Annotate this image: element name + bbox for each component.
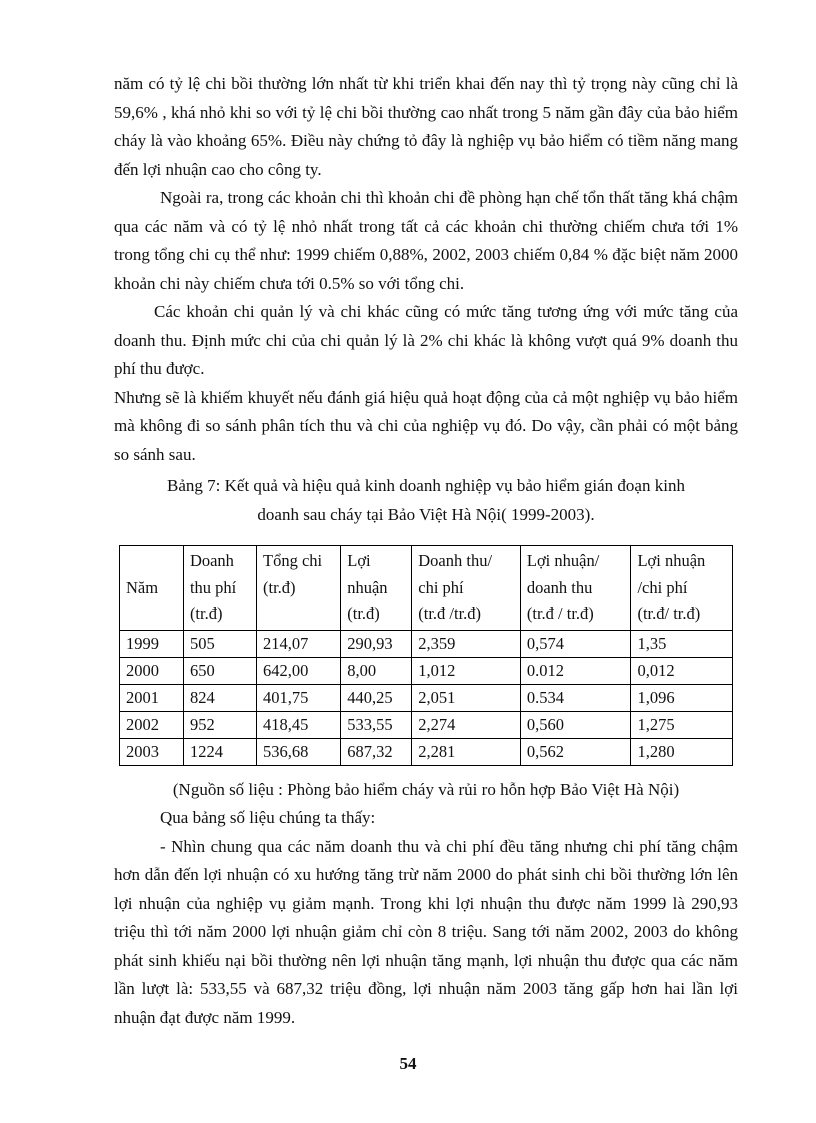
table-caption (114, 471, 738, 529)
header-total-cost (257, 546, 341, 631)
header-revenue-cost (412, 546, 521, 631)
cell-revenue-cost: 2,359 (412, 630, 521, 657)
table-header-row (120, 546, 733, 631)
cell-profit-cost: 1,35 (631, 630, 733, 657)
results-table (119, 545, 733, 766)
cell-total-cost: 536,68 (257, 738, 341, 765)
paragraph-5: Qua bảng số liệu chúng ta thấy: (160, 808, 376, 827)
cell-revenue-cost: 1,012 (412, 657, 521, 684)
cell-total-cost: 418,45 (257, 711, 341, 738)
cell-profit-revenue: 0,574 (520, 630, 631, 657)
cell-profit: 687,32 (341, 738, 412, 765)
cell-profit: 290,93 (341, 630, 412, 657)
cell-profit-cost: 1,280 (631, 738, 733, 765)
cell-profit-cost: 1,096 (631, 684, 733, 711)
table-row (120, 630, 733, 657)
table-row (120, 711, 733, 738)
header-profit-revenue-line-2: doanh thu (526, 577, 593, 597)
cell-year: 2002 (120, 711, 184, 738)
header-profit-line-1: Lợi (347, 551, 371, 570)
cell-profit-revenue: 0.534 (520, 684, 631, 711)
cell-year: 2000 (120, 657, 184, 684)
paragraph-2: Ngoài ra, trong các khoản chi thì khoản chi đề phòng hạn chế tổn thất tăng khá chậm qua các năm và có tỷ lệ nhỏ nhất trong tất cả các khoản chi thường chiếm chưa tới 1% trong tổng chi cụ thể như: 1999 chiếm 0,88%, 2002, 2003 chiếm 0,84 % đặc biệt năm 2000 khoản chi này chiếm chưa tới 0.5% so với tổng chi. (114, 188, 738, 293)
header-profit-revenue (520, 546, 631, 631)
cell-year: 2001 (120, 684, 184, 711)
table-row (120, 684, 733, 711)
cell-revenue-cost: 2,051 (412, 684, 521, 711)
header-total-cost-line-2: (tr.đ) (263, 577, 296, 597)
caption-line-1: Bảng 7: Kết quả và hiệu quả kinh doanh nghiệp vụ bảo hiểm gián đoạn kinh (167, 476, 685, 495)
page-number: 54 (399, 1054, 417, 1073)
cell-profit-cost: 0,012 (631, 657, 733, 684)
cell-profit: 8,00 (341, 657, 412, 684)
cell-revenue: 650 (183, 657, 256, 684)
cell-profit-revenue: 0.012 (520, 657, 631, 684)
cell-revenue-cost: 2,274 (412, 711, 521, 738)
cell-profit: 533,55 (341, 711, 412, 738)
table-row (120, 657, 733, 684)
data-source-note: (Nguồn số liệu : Phòng bảo hiểm cháy và rủi ro hỗn hợp Bảo Việt Hà Nội) (172, 779, 680, 799)
cell-total-cost: 401,75 (257, 684, 341, 711)
cell-profit-revenue: 0,562 (520, 738, 631, 765)
header-profit (341, 546, 412, 631)
cell-profit: 440,25 (341, 684, 412, 711)
header-profit-line-3: (tr.đ) (347, 604, 380, 623)
header-revenue (183, 546, 256, 631)
table-row (120, 738, 733, 765)
header-profit-revenue-line-3: (tr.đ / tr.đ) (526, 604, 594, 623)
header-revenue-cost-line-1: Doanh thu/ (418, 551, 493, 570)
header-profit-cost-line-2: /chi phí (637, 577, 688, 597)
cell-revenue-cost: 2,281 (412, 738, 521, 765)
cell-profit-cost: 1,275 (631, 711, 733, 738)
paragraph-1: năm có tỷ lệ chi bồi thường lớn nhất từ khi triển khai đến nay thì tỷ trọng này cũng chỉ là 59,6% , khá nhỏ khi so với tỷ lệ chi bồi thường cao nhất trong 5 năm gần đây của bảo hiểm cháy là vào khoảng 65%. Điều này chứng tỏ đây là nghiệp vụ bảo hiểm có tiềm năng mang đến lợi nhuận cao cho công ty. (114, 74, 738, 179)
header-year: Năm (120, 546, 184, 631)
cell-revenue: 824 (183, 684, 256, 711)
header-profit-line-2: nhuận (347, 577, 388, 597)
cell-total-cost: 214,07 (257, 630, 341, 657)
header-profit-cost-line-3: (tr.đ/ tr.đ) (637, 604, 701, 623)
paragraph-3: Các khoản chi quản lý và chi khác cũng có mức tăng tương ứng với mức tăng của doanh thu. Định mức chi của chi quản lý là 2% chi khác là không vượt quá 9% doanh thu phí thu được. (114, 302, 738, 378)
cell-total-cost: 642,00 (257, 657, 341, 684)
cell-revenue: 1224 (183, 738, 256, 765)
cell-revenue: 952 (183, 711, 256, 738)
cell-profit-revenue: 0,560 (520, 711, 631, 738)
header-profit-revenue-line-1: Lợi nhuận/ (526, 551, 600, 570)
cell-year: 1999 (120, 630, 184, 657)
header-revenue-line-2: thu phí (189, 577, 237, 597)
header-total-cost-line-1: Tổng chi (263, 551, 323, 570)
header-revenue-line-1: Doanh (189, 551, 234, 570)
document-body (114, 70, 738, 1032)
header-revenue-cost-line-3: (tr.đ /tr.đ) (418, 604, 482, 623)
caption-line-2: doanh sau cháy tại Bảo Việt Hà Nội( 1999-2003). (257, 505, 595, 524)
cell-year: 2003 (120, 738, 184, 765)
paragraph-4: Nhưng sẽ là khiếm khuyết nếu đánh giá hiệu quả hoạt động của cả một nghiệp vụ bảo hiểm mà không đi so sánh phân tích thu và chi của nghiệp vụ đó. Do vậy, cần phải có một bảng so sánh sau. (114, 387, 738, 464)
header-revenue-line-3: (tr.đ) (189, 604, 223, 623)
header-profit-cost (631, 546, 733, 631)
header-profit-cost-line-1: Lợi nhuận (637, 551, 706, 570)
cell-revenue: 505 (183, 630, 256, 657)
paragraph-6: - Nhìn chung qua các năm doanh thu và chi phí đều tăng nhưng chi phí tăng chậm hơn dẫn đến lợi nhuận có xu hướng tăng trừ năm 2000 do phát sinh chi bồi thường lớn lên lợi nhuận của nghiệp vụ giảm mạnh. Trong khi lợi nhuận thu được năm 1999 là 290,93 triệu thì tới năm 2000 lợi nhuận giảm chỉ còn 8 triệu. Sang tới năm 2002, 2003 do không phát sinh khiếu nại bồi thường nên lợi nhuận tăng mạnh, lợi nhuận thu được qua các năm lần lượt là: 533,55 và 687,32 triệu đồng, lợi nhuận năm 2003 tăng gấp hơn hai lần lợi nhuận đạt được năm 1999. (114, 836, 738, 1027)
header-revenue-cost-line-2: chi phí (418, 577, 464, 597)
